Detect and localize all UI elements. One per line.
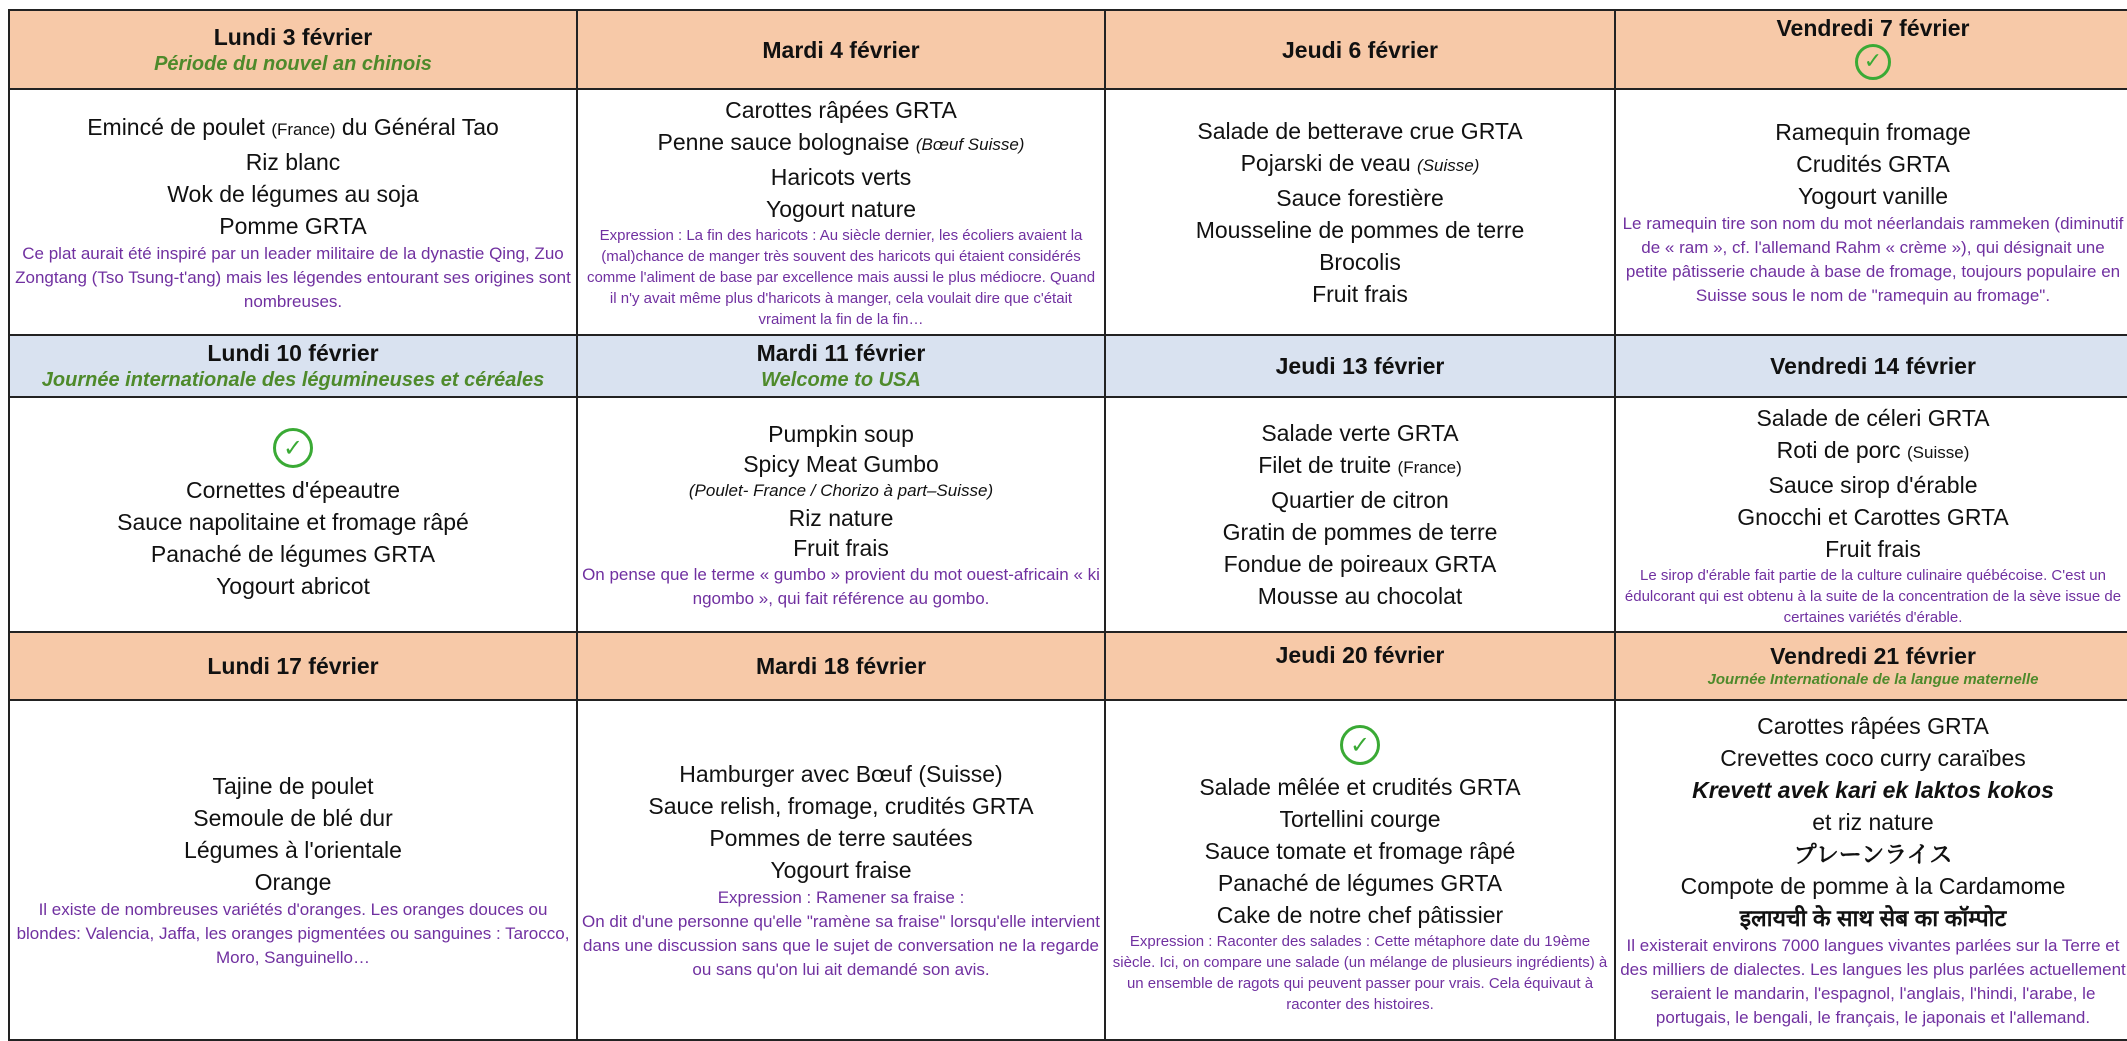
day-date: Lundi 10 février xyxy=(207,340,379,366)
menu-item: Gratin de pommes de terre xyxy=(1222,519,1498,545)
menu-item: Fruit frais xyxy=(1825,535,1921,562)
menu-item: Filet de truite xyxy=(1258,452,1398,478)
menu-cell-mon-17 xyxy=(9,700,577,1040)
day-date: Vendredi 7 février xyxy=(1776,14,1970,41)
weekly-menu-table xyxy=(8,9,2127,1041)
day-date: Vendredi 21 février xyxy=(1770,643,1976,669)
menu-item: Yogourt fraise xyxy=(770,857,912,883)
menu-note: Le sirop d'érable fait partie de la culture culinaire québécoise. C'est un édulcorant qui est obtenu à la suite de la concentration de la sève issue de certaines variétés d'érable. xyxy=(1624,566,2122,626)
menu-item: Panaché de légumes GRTA xyxy=(1217,870,1503,896)
menu-cell-thu-13 xyxy=(1105,397,1615,632)
menu-item: Cornettes d'épeautre xyxy=(185,476,401,503)
menu-item: Emincé de poulet xyxy=(87,113,272,140)
menu-item: Tajine de poulet xyxy=(212,773,374,799)
day-header-tue-4 xyxy=(577,10,1105,89)
menu-cell-mon-3 xyxy=(9,89,577,335)
origin-label: (France) xyxy=(271,119,336,139)
day-date: Mardi 18 février xyxy=(755,653,927,679)
menu-item: Carottes râpées GRTA xyxy=(725,97,957,123)
day-date: Jeudi 20 février xyxy=(1275,642,1445,668)
menu-item: Pumpkin soup xyxy=(768,420,914,447)
day-header-thu-13 xyxy=(1105,335,1615,397)
origin-label: (Poulet- France / Chorizo à part–Suisse) xyxy=(688,480,994,500)
menu-item: Salade verte GRTA xyxy=(1261,420,1459,446)
menu-item: Cake de notre chef pâtissier xyxy=(1216,902,1504,928)
menu-item: Yogourt abricot xyxy=(216,572,370,599)
menu-item: du Général Tao xyxy=(335,113,499,140)
day-header-thu-20 xyxy=(1105,632,1615,700)
day-header-fri-14 xyxy=(1615,335,2127,397)
menu-item: Tortellini courge xyxy=(1279,806,1441,832)
menu-note: On pense que le terme « gumbo » provient du mot ouest-africain « ki ngombo », qui fait référence au gombo. xyxy=(582,564,1100,608)
day-header-mon-17 xyxy=(9,632,577,700)
menu-item: Wok de légumes au soja xyxy=(167,180,419,207)
menu-cell-fri-14 xyxy=(1615,397,2127,632)
menu-item: Krevett avek kari ek laktos kokos xyxy=(1692,777,2054,803)
menu-item: Yogourt nature xyxy=(765,196,917,222)
day-date: Lundi 3 février xyxy=(213,23,373,50)
menu-item: Riz nature xyxy=(788,504,894,531)
week1-header-row xyxy=(9,10,2127,89)
menu-item: Crudités GRTA xyxy=(1796,151,1950,177)
day-header-tue-11 xyxy=(577,335,1105,397)
menu-item: Brocolis xyxy=(1319,248,1401,275)
menu-cell-thu-6 xyxy=(1105,89,1615,335)
menu-item: et riz nature xyxy=(1812,809,1934,835)
menu-item: Riz blanc xyxy=(245,148,341,175)
day-header-fri-21 xyxy=(1615,632,2127,700)
day-header-tue-18 xyxy=(577,632,1105,700)
day-header-mon-3 xyxy=(9,10,577,89)
menu-item: Sauce tomate et fromage râpé xyxy=(1204,838,1516,864)
menu-item: Gnocchi et Carottes GRTA xyxy=(1737,503,2009,530)
day-date: Mardi 4 février xyxy=(762,36,920,63)
menu-item: Fruit frais xyxy=(1312,280,1408,307)
vegetarian-leaf-icon: ✓ xyxy=(1855,44,1891,80)
menu-item: Sauce forestière xyxy=(1276,184,1444,211)
menu-item: プレーンライス xyxy=(1793,841,1953,867)
menu-item: Légumes à l'orientale xyxy=(184,837,402,863)
menu-item: Mousse au chocolat xyxy=(1257,583,1463,609)
day-date: Lundi 17 février xyxy=(207,653,379,679)
week3-header-row xyxy=(9,632,2127,700)
origin-label: (Bœuf Suisse) xyxy=(915,135,1025,154)
menu-item: Sauce relish, fromage, crudités GRTA xyxy=(648,793,1034,819)
day-date: Vendredi 14 février xyxy=(1770,353,1976,379)
menu-note: Ce plat aurait été inspiré par un leader militaire de la dynastie Qing, Zuo Zongtang (Tso Tsung-t'ang) mais les légendes entourant ses origines sont nombreuses. xyxy=(15,243,571,311)
week2-menu-row xyxy=(9,397,2127,632)
menu-item: Spicy Meat Gumbo xyxy=(743,450,939,477)
menu-item: Penne sauce bolognaise xyxy=(657,129,916,155)
day-event: Journée Internationale de la langue maternelle xyxy=(1707,671,2039,688)
day-event: Journée internationale des légumineuses et céréales xyxy=(41,369,545,391)
menu-item: Sauce napolitaine et fromage râpé xyxy=(117,508,469,535)
menu-item: Salade mêlée et crudités GRTA xyxy=(1199,774,1521,800)
menu-note: Expression : Raconter des salades : Cette métaphore date du 19ème siècle. Ici, on compare une salade (un mélange de plusieurs ingrédients) à un ensemble de ragots qui peuvent passer pour vrais. Cela équivaut à raconter des histoires. xyxy=(1112,933,1608,1013)
menu-cell-mon-10 xyxy=(9,397,577,632)
menu-item: Ramequin fromage xyxy=(1775,119,1971,145)
week2-header-row xyxy=(9,335,2127,397)
menu-item: Pomme GRTA xyxy=(219,212,367,239)
menu-cell-fri-7 xyxy=(1615,89,2127,335)
day-date: Jeudi 13 février xyxy=(1275,353,1445,379)
menu-item: Pojarski de veau xyxy=(1240,149,1418,176)
menu-item: Mousseline de pommes de terre xyxy=(1195,216,1525,243)
day-date: Jeudi 6 février xyxy=(1282,36,1438,63)
menu-item: Fruit frais xyxy=(793,534,889,561)
menu-item: Crevettes coco curry caraïbes xyxy=(1720,745,2026,771)
menu-item: Panaché de légumes GRTA xyxy=(150,540,436,567)
origin-label: (France) xyxy=(1397,458,1462,477)
menu-note: Il existe de nombreuses variétés d'oranges. Les oranges douces ou blondes: Valencia, Jaffa, les oranges pigmentées ou sanguines : Tarocco, Moro, Sanguinello… xyxy=(16,900,570,967)
menu-item: Haricots verts xyxy=(770,164,912,190)
menu-cell-tue-18 xyxy=(577,700,1105,1040)
menu-cell-fri-21 xyxy=(1615,700,2127,1040)
day-event: Période du nouvel an chinois xyxy=(154,52,432,75)
vegetarian-leaf-icon: ✓ xyxy=(1340,725,1380,765)
menu-item: Pommes de terre sautées xyxy=(709,825,973,851)
menu-item: Salade de céleri GRTA xyxy=(1756,404,1990,431)
menu-item: Sauce sirop d'érable xyxy=(1768,471,1978,498)
vegetarian-leaf-icon: ✓ xyxy=(273,428,313,468)
day-date: Mardi 11 février xyxy=(756,340,926,366)
menu-cell-tue-11 xyxy=(577,397,1105,632)
week3-menu-row xyxy=(9,700,2127,1040)
menu-item: Orange xyxy=(254,869,332,895)
menu-cell-thu-20 xyxy=(1105,700,1615,1040)
menu-note: Il existerait environs 7000 langues vivantes parlées sur la Terre et des milliers de dialectes. Les langues les plus parlées actuellement seraient le mandarin, l'espagnol, l'anglais, l'hindi, l'arabe, le portugais, le bengali, le français, le japonais et l'allemand. xyxy=(1620,936,2126,1027)
menu-item: Quartier de citron xyxy=(1271,487,1449,513)
menu-note: Expression : La fin des haricots : Au siècle dernier, les écoliers avaient la (mal)chance de manger très souvent des haricots qui étaient considérés comme l'aliment de base par excellence mais aussi le plus médiocre. Quand il n'y avait même plus d'haricots à manger, cela voulait dire que c'était vraiment la fin de la fin… xyxy=(586,227,1096,328)
origin-label: (Suisse) xyxy=(1417,155,1480,175)
menu-item: Salade de betterave crue GRTA xyxy=(1197,117,1523,144)
menu-item: Fondue de poireaux GRTA xyxy=(1223,551,1497,577)
menu-cell-tue-4 xyxy=(577,89,1105,335)
day-event: Welcome to USA xyxy=(761,369,921,391)
menu-item: Yogourt vanille xyxy=(1797,183,1949,209)
week1-menu-row xyxy=(9,89,2127,335)
menu-item: Roti de porc xyxy=(1776,436,1908,463)
menu-item: इलायची के साथ सेब का कॉम्पोट xyxy=(1739,905,2007,931)
day-header-fri-7 xyxy=(1615,10,2127,89)
day-header-thu-6 xyxy=(1105,10,1615,89)
menu-note-title: Expression : Ramener sa fraise : xyxy=(717,888,965,907)
menu-item: Hamburger avec Bœuf (Suisse) xyxy=(679,761,1003,787)
day-header-mon-10 xyxy=(9,335,577,397)
menu-note: On dit d'une personne qu'elle "ramène sa fraise" lorsqu'elle intervient dans une discussion sans que le sujet de conversation ne la regarde ou sans qu'on lui ait demandé son avis. xyxy=(582,912,1100,979)
menu-item: Compote de pomme à la Cardamome xyxy=(1680,873,2066,899)
menu-item: Semoule de blé dur xyxy=(193,805,393,831)
menu-item: Carottes râpées GRTA xyxy=(1757,713,1989,739)
menu-note: Le ramequin tire son nom du mot néerlandais rammeken (diminutif de « ram », cf. l'allemand Rahm « crème »), qui désignait une petite pâtisserie chaude à base de fromage, toujours populaire en Suisse sous le nom de "ramequin au fromage". xyxy=(1622,214,2124,305)
origin-label: (Suisse) xyxy=(1907,442,1970,462)
